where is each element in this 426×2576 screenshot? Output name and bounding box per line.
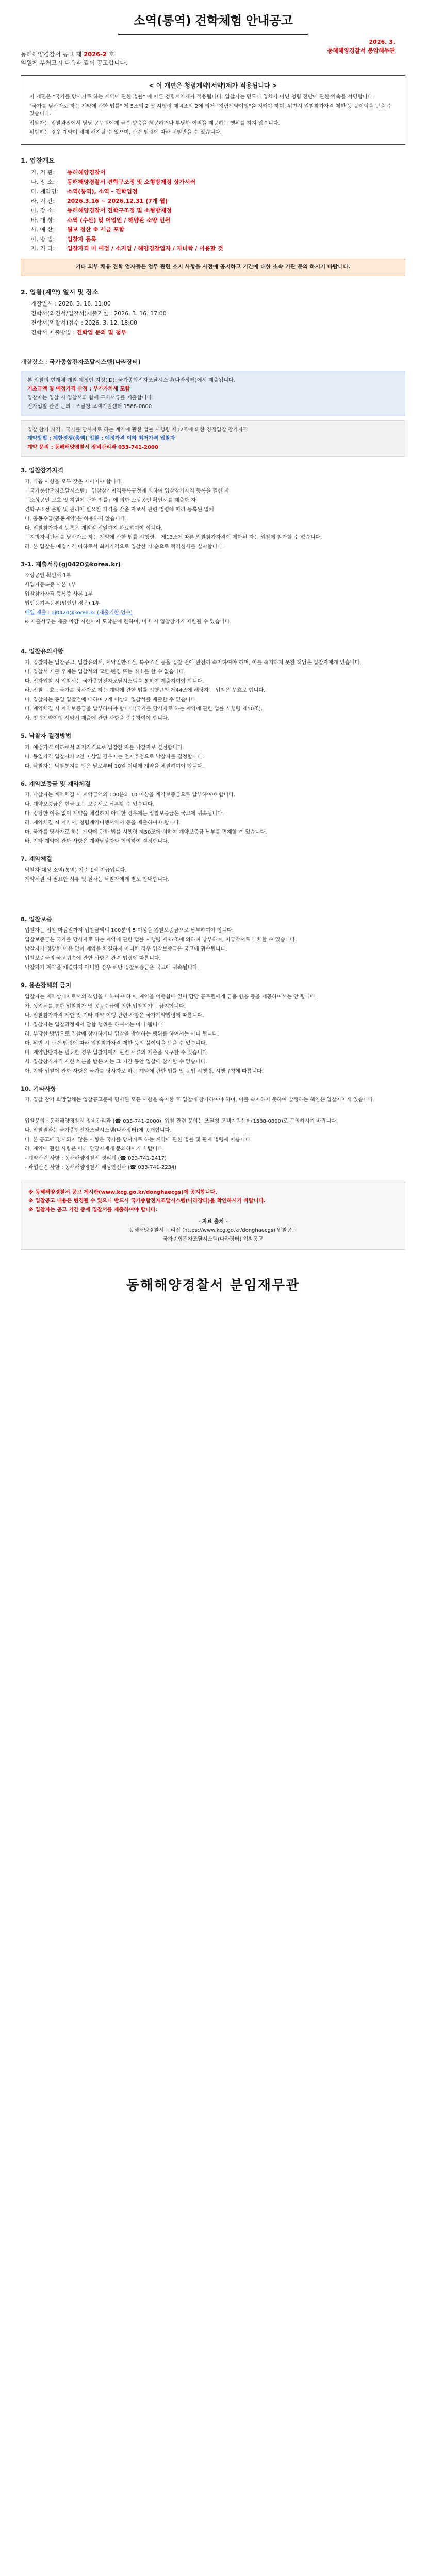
paragraph: 라. 계약에 관한 사항은 아래 담당자에게 문의하시기 바랍니다. [25, 1146, 165, 1152]
paragraph: 법인등기부등본(법인인 경우) 1부 [25, 601, 101, 606]
paragraph: 입찰보증금은 국가를 당사자로 하는 계약에 관한 법률 시행령 제37조에 의하여 납부하며, 지급각서로 대체할 수 있습니다. [25, 937, 297, 943]
grey-line: 입찰 참가 자격 : 국가를 당사자로 하는 계약에 관한 법률 시행령 제12조에 의한 경쟁입찰 참가자격 [27, 427, 248, 433]
section-2-heading: 2. 입찰(계약) 일시 및 장소 [21, 287, 99, 296]
paragraph: 견학구조정 운항 및 관리에 필요한 자격을 갖춘 자로서 관련 법령에 따라 등록된 업체 [25, 506, 214, 513]
paragraph: 나. 입찰결과는 국가종합전자조달시스템(나라장터)에 공개합니다. [25, 1127, 172, 1133]
paragraph: 아. 기타 입찰에 관한 사항은 국가를 당사자로 하는 계약에 관한 법률 및 동법 시행령, 시행규칙에 따릅니다. [25, 1068, 264, 1074]
detail-area [21, 358, 405, 1296]
integrity-notice-box [21, 75, 405, 145]
info-key: 바. 대 상: [31, 216, 55, 224]
paragraph: 소상공인 확인서 1부 [25, 573, 71, 579]
info-value: 2026.3.16 ~ 2026.12.31 (7개 월) [67, 197, 168, 205]
blue-line: 본 입찰의 현재체 개찰 예정인 지정(ID): 국가종합전자조달시스템(나라장터)에서 제출됩니다. [27, 377, 235, 383]
intro-line1-b: 호 [108, 50, 114, 58]
page-title: 소역(통역) 견학체험 안내공고 [118, 11, 308, 35]
info-value: 동해해양경찰서 견학구조정 및 소형방제정 [67, 207, 172, 214]
info-key: 사. 예 산: [31, 226, 55, 233]
paragraph: 바. 계약담당자는 필요한 경우 입찰자에게 관련 서류의 제출을 요구할 수 있습니다. [25, 1049, 209, 1056]
submission-method-value: 견학업 문의 및 첨부 [76, 329, 127, 336]
paragraph: 나. 공동수급(공동계약)은 허용하지 않습니다. [25, 516, 127, 522]
paragraph: 나. 동일가격 입찰자가 2인 이상일 경우에는 전자추첨으로 낙찰자를 결정합니다. [25, 754, 204, 760]
contact-line: - 과업관련 사항 : 동해해양경찰서 해상안전과 (☎ 033-741-2234) [25, 1164, 177, 1171]
section-9-heading: 9. 용손장해의 금지 [21, 981, 72, 989]
paragraph: 마. 국가를 당사자로 하는 계약에 관한 법률 시행령 제50조에 의하여 계약보증금 납부를 면제할 수 있습니다. [25, 829, 267, 835]
qualification-box [21, 420, 405, 457]
paragraph: 사. 입찰참가자격 제한 처분을 받은 자는 그 기간 동안 입찰에 참가할 수 없습니다. [25, 1059, 207, 1065]
footer-line: ※ 동해해양경찰서 공고 게시판(www.kcg.go.kr/donghaecgs)에 공지합니다. [28, 1189, 217, 1195]
info-row [31, 235, 395, 244]
intro-line1-a: 동해해양경찰서 공고 제 [21, 50, 82, 58]
notice-p3: 입찰자는 입찰과정에서 담당 공무원에게 금품·향응을 제공하거나 부당한 이익을 제공하는 행위를 하지 않습니다. [29, 120, 280, 126]
info-key: 가. 기 관: [31, 169, 55, 176]
paragraph: 나. 입찰참가자격 제한 및 기타 계약 이행 관련 사항은 국가계약법령에 따릅니다. [25, 1012, 204, 1019]
paragraph: 입찰보증금의 국고귀속에 관한 사항은 관련 법령에 따릅니다. [25, 956, 161, 962]
paragraph: 낙찰자 대상 소역(통역) 기준 1식 지급입니다. [25, 868, 127, 873]
paragraph: 라. 계약체결 시 계약서, 청렴계약이행서약서 등을 제출하여야 합니다. [25, 820, 181, 826]
section-2-line1: 개찰일시 : 2026. 3. 16. 11:00 [31, 300, 111, 308]
spacer [21, 895, 405, 906]
paragraph: 가. 입찰 참가 희망업체는 입찰공고문에 명시된 모든 사항을 숙지한 후 입찰에 참가하여야 하며, 이를 숙지하지 못하여 발생하는 책임은 입찰자에게 있습니다. [25, 1097, 375, 1103]
paragraph: 낙찰자가 정당한 이유 없이 계약을 체결하지 아니한 경우 입찰보증금은 국고에 귀속됩니다. [25, 946, 227, 953]
footer-center-line: 국가종합전자조달시스템(나라장터) 입찰공고 [162, 1236, 264, 1242]
org-line: 동해해양경찰서 봉암해무관 [327, 47, 395, 54]
paragraph: 계약체결 시 필요한 서류 및 절차는 낙찰자에게 별도 안내합니다. [25, 877, 169, 883]
foreign-notice-box: 기타 외부 채용 견학 업자들은 업무 관련 소지 사항을 사전에 공지하고 기간에 대한 소속 기관 문의 하시기 바랍니다. [21, 259, 405, 276]
info-key: 아. 방 법: [31, 235, 55, 243]
section-4-heading: 4. 입찰유의사항 [21, 648, 64, 655]
paragraph: 다. 본 공고에 명시되지 않은 사항은 국가를 당사자로 하는 계약에 관한 법률 및 관계 법령에 따릅니다. [25, 1137, 252, 1143]
paragraph: 라. 본 입찰은 예정가격 이하로서 최저가격으로 입찰한 자 순으로 적격심사를 실시합니다. [25, 544, 224, 550]
paragraph: 낙찰자가 계약을 체결하지 아니한 경우 해당 입찰보증금은 국고에 귀속됩니다. [25, 965, 199, 971]
opening-place [21, 358, 405, 366]
paragraph: 라. 입찰 무효 : 국가를 당사자로 하는 계약에 관한 법률 시행규칙 제44조에 해당하는 입찰은 무효로 합니다. [25, 688, 266, 694]
section-7-heading: 7. 계약체결 [21, 855, 52, 862]
paragraph: 입찰자는 계약상대자로서의 책임을 다하여야 하며, 계약을 이행함에 있어 담당 공무원에게 금품·향응 등을 제공하여서는 안 됩니다. [25, 994, 317, 1000]
spacer [21, 628, 405, 638]
footer-center-title: - 자료 출처 - [198, 1218, 228, 1225]
opening-place-value: 국가종합전자조달시스템(나라장터) [49, 358, 141, 366]
spacer [21, 1106, 405, 1116]
section-1-heading: 1. 입찰개요 [21, 156, 55, 164]
date-line: 2026. 3. [369, 39, 395, 45]
section-3-1-heading: 3-1. 제출서류(gj0420@korea.kr) [21, 560, 121, 568]
submission-method-label: 견학서 제출방법 : [31, 329, 75, 336]
paragraph: 나. 계약보증금은 현금 또는 보증서로 납부할 수 있습니다. [25, 801, 154, 807]
info-value: 소역 (수산) 및 어업인 / 해양관 소양 인원 [67, 216, 171, 224]
section-2-line3: 견학서(입찰서)접수 : 2026. 3. 12. 18:00 [31, 319, 137, 327]
info-key: 나. 장 소: [31, 178, 55, 185]
info-row [31, 245, 395, 253]
notice-p1: 이 개편은 "국가를 당사자로 하는 계약에 관한 법률" 에 따른 청렴계약제가 적용됩니다. 입찰자는 민도나 업체가 아닌 청렴 전반에 관한 약속을 서명합니다. [29, 94, 374, 100]
paragraph: 나. 입찰서 제출 후에는 입찰서의 교환·변경 또는 취소를 할 수 없습니다. [25, 669, 186, 675]
paragraph: 가. 낙찰자는 계약체결 시 계약금액의 100분의 10 이상을 계약보증금으로 납부하여야 합니다. [25, 792, 236, 798]
info-key: 마. 장 소: [31, 207, 55, 214]
info-value: 입찰자 등록 [67, 235, 96, 243]
spacer [21, 885, 405, 895]
opening-place-label: 개찰장소 : [21, 358, 47, 366]
paragraph: 다. 낙찰자는 낙찰통지를 받은 날로부터 10일 이내에 계약을 체결하여야 합니다. [25, 763, 204, 769]
info-key: 자. 기 타: [31, 245, 55, 252]
info-row [31, 216, 395, 225]
signature-org: 동해해양경찰서 분임재무관 [126, 1277, 300, 1293]
paragraph: 사업자등록증 사본 1부 [25, 582, 76, 588]
notice-number: 2026-2 [84, 50, 107, 58]
grey-line: 계약방법 : 제한경쟁(총액) 입찰 : 예정가격 이하 최저가격 입찰자 [27, 435, 175, 442]
paragraph: 다. 입찰참가자격 등록은 개찰일 전일까지 완료하여야 합니다. [25, 525, 162, 531]
footer-center-line: 동해해양경찰서 누리집 (https://www.kcg.go.kr/donghaecgs) 입찰공고 [129, 1227, 297, 1233]
intro-line2: 임원체 부처고지 다음과 같이 공고합니다. [21, 59, 128, 67]
info-value: 동해해양경찰서 [67, 169, 106, 176]
notice-p4: 위반하는 경우 계약이 해제·해지될 수 있으며, 관련 법령에 따라 처벌받을 수 있습니다. [29, 129, 222, 135]
notice-title: < 이 개편은 청렴계약(서약)제가 적용됩니다 > [149, 81, 277, 89]
paragraph: 라. 부당한 방법으로 입찰에 참가하거나 입찰을 방해하는 행위를 하여서는 아니 됩니다. [25, 1031, 219, 1037]
info-row [31, 197, 395, 206]
date-block [327, 38, 395, 55]
footer-notice-box [21, 1182, 405, 1250]
notice-p2: "국가를 당사자로 하는 계약에 관한 법률" 제 5조의 2 및 시행령 제 4조의 2에 의거 "청렴계약이행"을 지켜야 하며, 위반시 입찰참가자격 제한 등 불이익을 받을 수 있습니다. [29, 103, 392, 117]
info-row [31, 178, 395, 187]
paragraph: 가. 입찰자는 입찰공고, 입찰유의서, 계약일반조건, 특수조건 등을 입찰 전에 완전히 숙지하여야 하며, 이를 숙지하지 못한 책임은 입찰자에게 있습니다. [25, 660, 362, 666]
info-row [31, 188, 395, 196]
info-value: 월보 청산 ※ 세금 포함 [67, 226, 125, 233]
paragraph: 사. 청렴계약이행 서약서 제출에 관한 사항을 준수하여야 합니다. [25, 716, 169, 722]
paragraph: 다. 전자입찰 시 입찰서는 국가종합전자조달시스템을 통하여 제출하여야 합니다. [25, 679, 204, 685]
section-5-heading: 5. 낙찰자 결정방법 [21, 732, 72, 740]
section-2-line4 [31, 329, 395, 337]
info-value: 동해해양경찰서 견학구조정 및 소형방제정 상가서러 [67, 178, 196, 185]
paragraph: 입찰문의 : 동해해양경찰서 장비관리과 (☎ 033-741-2000), 입찰 관련 문의는 조달청 고객지원센터(1588-0800)로 문의하시기 바랍니다. [25, 1118, 338, 1124]
paragraph: 바. 계약체결 시 계약보증금을 납부하여야 합니다(국가를 당사자로 하는 계약에 관한 법률 시행령 제50조). [25, 706, 263, 713]
info-row [31, 168, 395, 177]
info-row [31, 207, 395, 215]
section-10-heading: 10. 기타사항 [21, 1084, 56, 1092]
section-2-line2: 견학서(의견서/입찰서)제출기한 : 2026. 3. 16. 17:00 [31, 310, 167, 317]
paragraph: 마. 입찰자는 동일 입찰건에 대하여 2개 이상의 입찰서를 제출할 수 없습니다. [25, 697, 198, 703]
footer-line: ※ 입찰공고 내용은 변경될 수 있으니 반드시 국가종합전자조달시스템(나라장터)을 확인하시기 바랍니다. [28, 1198, 266, 1204]
bidding-info-box [21, 371, 405, 416]
contact-line: - 계약관련 사항 : 동해해양경찰서 경리계 (☎ 033-741-2417) [25, 1155, 167, 1161]
section-1-rows [0, 168, 426, 253]
paragraph: 입찰자는 입찰 마감일까지 입찰금액의 100분의 5 이상을 입찰보증금으로 납부하여야 합니다. [25, 928, 234, 934]
paragraph: 「소상공인 보호 및 지원에 관한 법률」에 의한 소상공인 확인서를 제출한 자 [25, 497, 196, 503]
title-wrap [0, 0, 426, 35]
paragraph: 다. 정당한 이유 없이 계약을 체결하지 아니한 경우에는 입찰보증금은 국고에 귀속됩니다. [25, 810, 224, 817]
paragraph: 입찰참가자격 등록증 사본 1부 [25, 591, 93, 597]
blue-line: 입찰자는 입찰 시 입찰서와 함께 구비서류를 제출합니다. [27, 395, 154, 401]
info-value: 소역(통역), 소역 - 견학업정 [67, 188, 138, 195]
section-6-heading: 6. 계약보증금 및 계약체결 [21, 779, 91, 787]
section-8-heading: 8. 입찰보증 [21, 916, 52, 923]
paragraph: 바. 기타 계약에 관한 사항은 계약담당자와 협의하여 결정합니다. [25, 838, 169, 844]
grey-line: 계약 문의 : 동해해양경찰서 장비관리과 033-741-2000 [27, 444, 158, 450]
paragraph: ※ 제출서류는 제출 마감 시한까지 도착분에 한하며, 미비 시 입찰참가가 제한될 수 있습니다. [25, 619, 232, 625]
paragraph: 가. 동업체를 통한 입찰참가 및 공동수급에 의한 입찰참가는 금지합니다. [25, 1003, 186, 1009]
info-row [31, 226, 395, 234]
paragraph: 다. 입찰자는 입찰과정에서 담합 행위를 하여서는 아니 됩니다. [25, 1022, 165, 1028]
info-value: 입찰자격 미 예정 / 소지업 / 해양경찰업자 / 자녀학 / 이용할 것 [67, 245, 223, 252]
paragraph: 「국가종합전자조달시스템」 입찰참가자격등록규정에 의하여 입찰참가자격 등록을 필한 자 [25, 488, 230, 494]
footer-line: ※ 입찰자는 공고 기간 중에 입찰서를 제출하여야 합니다. [28, 1207, 158, 1213]
info-key: 라. 기 간: [31, 197, 55, 205]
section-3-heading: 3. 입찰참가자격 [21, 466, 64, 474]
blue-line: 기초금액 및 예정가격 산정 : 부가가치세 포함 [27, 386, 130, 392]
paragraph: 마. 위반 시 관련 법령에 따라 입찰참가자격 제한 등의 불이익을 받을 수 있습니다. [25, 1040, 207, 1046]
email-link[interactable]: 메일 제출 : gj0420@korea.kr (제출기한 엄수) [25, 610, 133, 616]
blue-line: 전자입찰 관련 문의 : 조달청 고객지원센터 1588-0800 [27, 403, 152, 410]
paragraph: 가. 예정가격 이하로서 최저가격으로 입찰한 자를 낙찰자로 결정합니다. [25, 744, 184, 751]
paragraph: 「지방자치단체를 당사자로 하는 계약에 관한 법률 시행령」 제13조에 따른 입찰참가자격이 제한된 자는 입찰에 참가할 수 없습니다. [25, 534, 322, 540]
paragraph: 가. 다음 사항을 모두 갖춘 자이어야 합니다. [25, 479, 123, 485]
info-key: 다. 계약명: [31, 188, 59, 195]
